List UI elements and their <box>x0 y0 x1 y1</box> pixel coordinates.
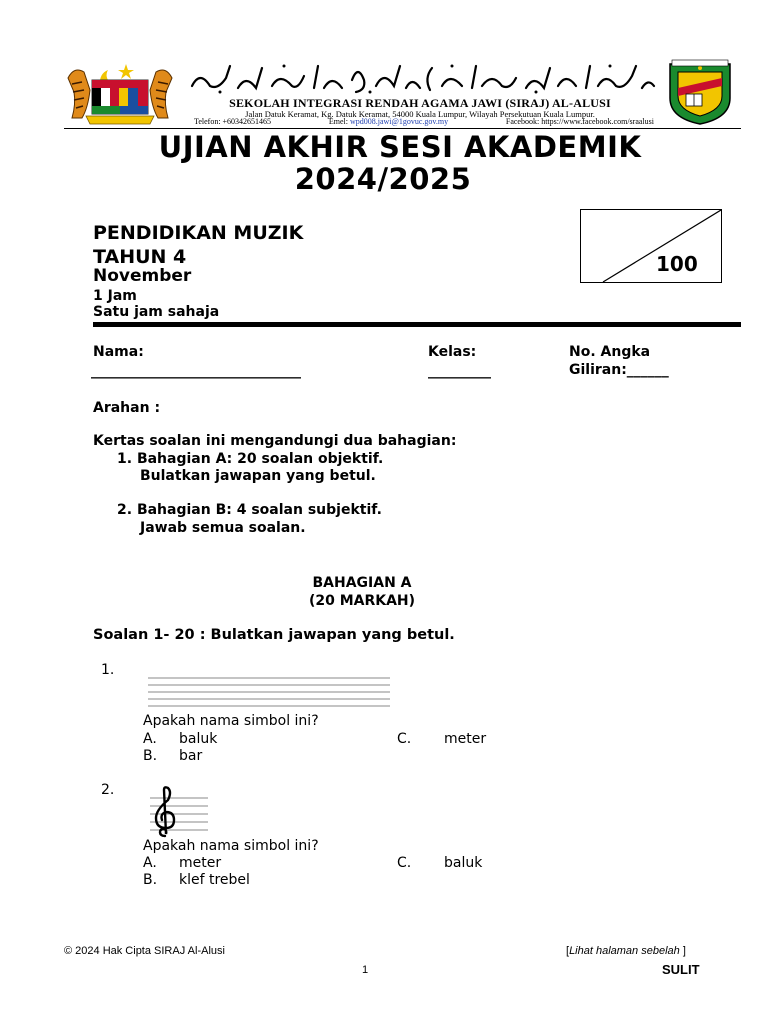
option-letter: B. <box>143 872 158 888</box>
question-number: 2. <box>101 782 115 798</box>
email-label: Emel: <box>328 117 348 126</box>
option-c[interactable]: meter <box>444 731 487 747</box>
subject-name: PENDIDIKAN MUZIK <box>93 222 304 244</box>
instructions-intro: Kertas soalan ini mengandungi dua bahagian: <box>93 433 457 449</box>
option-letter: C. <box>397 855 412 871</box>
option-b[interactable]: bar <box>179 748 203 764</box>
school-address: Jalan Datuk Keramat, Kg. Datuk Keramat, 54000 Kuala Lumpur, Wilayah Persekutuan Kuala Lumpur. <box>245 109 595 119</box>
contact-line <box>194 117 654 126</box>
section-instruction: Soalan 1- 20 : Bulatkan jawapan yang betul. <box>93 627 455 643</box>
total-marks: 100 <box>656 252 698 276</box>
page-number: 1 <box>362 964 369 976</box>
instruction-item-2 <box>117 502 382 518</box>
school-crest-logo <box>664 58 736 126</box>
phone: Telefon: +60342651465 <box>194 117 272 126</box>
question-text: Apakah nama simbol ini? <box>143 838 319 854</box>
instructions-heading: Arahan : <box>93 400 161 416</box>
treble-clef-image <box>150 786 212 844</box>
instruction-item-2-detail: Jawab semua soalan. <box>140 520 306 536</box>
next-page-text: Lihat halaman sebelah <box>569 945 680 957</box>
exam-duration-words: Satu jam sahaja <box>93 304 220 320</box>
option-letter: A. <box>143 855 157 871</box>
exam-year: 2024/2025 <box>294 162 472 196</box>
next-page-note: [Lihat halaman sebelah ] <box>566 945 686 957</box>
option-b[interactable]: klef trebel <box>179 872 250 888</box>
facebook-link[interactable]: Facebook: https://www.facebook.com/sraalusi <box>505 117 654 126</box>
score-box <box>580 209 722 283</box>
score-box-diagonal <box>581 210 721 282</box>
instruction-num: 1. <box>117 451 133 467</box>
option-a[interactable]: baluk <box>179 731 218 747</box>
instruction-text: Bahagian A: 20 soalan objektif. <box>136 451 384 467</box>
index-number-label: No. Angka <box>569 344 651 360</box>
instruction-text: Bahagian B: 4 soalan subjektif. <box>136 502 382 518</box>
email-link[interactable]: wpd008.jawi@1govuc.gov.my <box>349 117 449 126</box>
malaysia-coat-of-arms-logo <box>64 60 176 126</box>
email-block <box>329 117 448 126</box>
instruction-item-1 <box>117 451 383 467</box>
name-field[interactable]: ______________________________ <box>91 363 301 379</box>
exam-duration: 1 Jam <box>93 288 137 304</box>
question-number: 1. <box>101 662 115 678</box>
section-marks: (20 MARKAH) <box>308 593 416 609</box>
copyright-notice: © 2024 Hak Cipta SIRAJ Al-Alusi <box>64 945 225 957</box>
option-c[interactable]: baluk <box>444 855 483 871</box>
instruction-item-1-detail: Bulatkan jawapan yang betul. <box>140 468 376 484</box>
exam-title: UJIAN AKHIR SESI AKADEMIK <box>158 130 642 164</box>
jawi-school-name-calligraphy <box>180 60 660 96</box>
class-field[interactable]: _________ <box>428 363 491 379</box>
section-title: BAHAGIAN A <box>312 575 412 591</box>
classification-label: SULIT <box>662 962 700 977</box>
index-number-field[interactable]: Giliran:______ <box>569 362 669 378</box>
section-divider <box>93 322 741 327</box>
option-letter: C. <box>397 731 412 747</box>
music-staff-image <box>148 676 390 712</box>
grade-level: TAHUN 4 <box>93 246 187 268</box>
header-divider <box>64 128 741 129</box>
school-name: SEKOLAH INTEGRASI RENDAH AGAMA JAWI (SIRAJ) AL-ALUSI <box>229 96 611 110</box>
option-letter: A. <box>143 731 157 747</box>
class-label: Kelas: <box>428 344 477 360</box>
option-a[interactable]: meter <box>179 855 222 871</box>
question-text: Apakah nama simbol ini? <box>143 713 319 729</box>
option-letter: B. <box>143 748 158 764</box>
instruction-num: 2. <box>117 502 133 518</box>
name-label: Nama: <box>93 344 144 360</box>
exam-month: November <box>93 266 192 286</box>
